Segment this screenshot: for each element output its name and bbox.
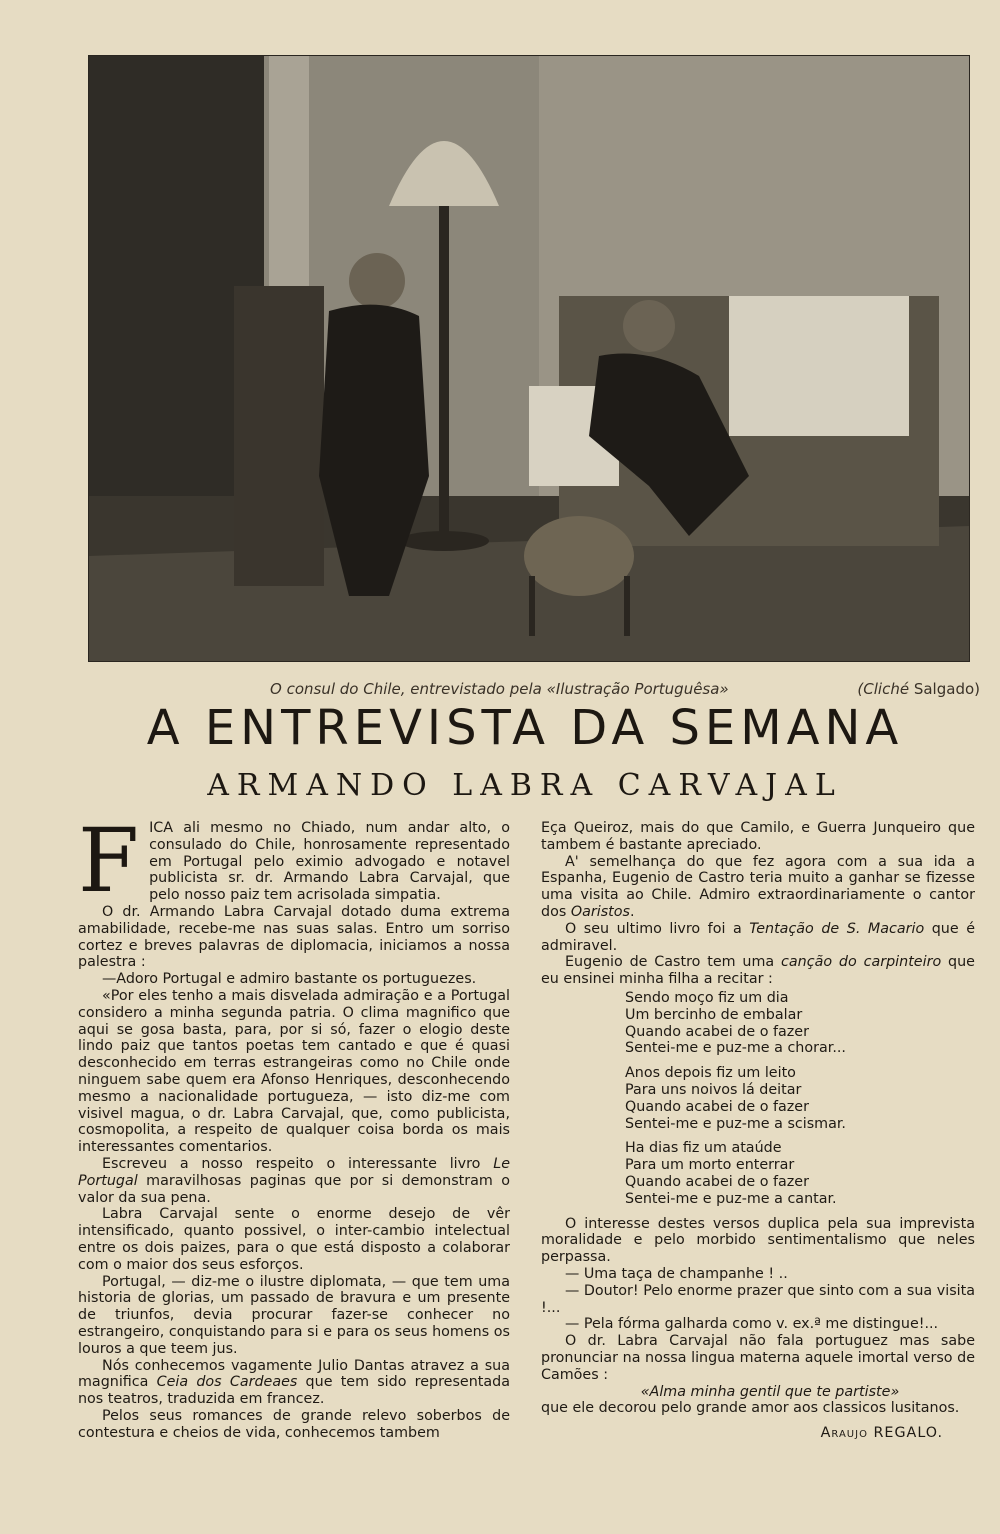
paragraph: O interesse destes versos duplica pela sua imprevista moralidade e pelo morbido sentimentalismo que neles perpassa. (541, 1215, 975, 1266)
poem-line: Quando acabei de o fazer (625, 1023, 809, 1040)
photo-caption (270, 680, 980, 700)
paragraph: O dr. Armando Labra Carvajal dotado duma extrema amabilidade, recebe-me nas suas salas. Entro um sorriso cortez e breves palavras de diplomacia, iniciamos a nossa palestra : (78, 903, 510, 971)
paragraph: Labra Carvajal sente o enorme desejo de vêr intensificado, quanto possivel, o inter-cambio intelectual entre os dois paizes, para o que está disposto a colaborar com o maior dos seus esforços. (78, 1206, 510, 1273)
author-signature: Araujo REGALO. (820, 1425, 943, 1442)
paragraph: Portugal, — diz-me o ilustre diplomata, — que tem uma historia de glorias, um passado de bravura e um presente de triunfos, devia procurar fazer-se conhecer no estrangeiro, conquistando para si e para os seus homens os louros a que teem jus. (78, 1273, 510, 1357)
paragraph: — Uma taça de champanhe ! .. (565, 1265, 788, 1282)
poem-line: Quando acabei de o fazer (625, 1173, 809, 1190)
poem-line: Sentei-me e puz-me a scismar. (625, 1115, 846, 1132)
poem-line: Sendo moço fiz um dia (625, 989, 789, 1006)
poem-line: Para uns noivos lá deitar (625, 1081, 802, 1098)
paragraph: Eugenio de Castro tem uma canção do carpinteiro que eu ensinei minha filha a recitar : (541, 954, 975, 988)
paragraph: Eça Queiroz, mais do que Camilo, e Guerra Junqueiro que tambem é bastante apreciado. (541, 820, 975, 853)
poem-line: Sentei-me e puz-me a cantar. (625, 1190, 837, 1207)
paragraph: «Por eles tenho a mais disvelada admiração e a Portugal considero a minha segunda patria. O clima magnifico que aqui se gosa basta, para, por si só, fazer o elogio deste lindo paiz que tantos poetas tem cantado e que é quasi desconhecido em terras estrangeiras como no Chile onde ninguem sabe quem era Afonso Henriques, desconhecendo mesmo a nacionalidade portugueza, — isto diz-me com visivel magua, o dr. Labra Carvajal, que, como publicista, cosmopolita, a respeito de qualquer coisa borda os mais interessantes comentarios. (78, 987, 510, 1156)
paragraph: Pelos seus romances de grande relevo soberbos de contestura e cheios de vida, conhecemos tambem (78, 1407, 510, 1441)
paragraph: A' semelhança do que fez agora com a sua ida a Espanha, Eugenio de Castro teria muito a ganhar se fizesse uma visita ao Chile. Admiro extraordinariamente o cantor dos Oaristos. (541, 853, 975, 920)
poem-line: Anos depois fiz um leito (625, 1065, 796, 1082)
photograph-icon (89, 56, 969, 661)
poem-line: Quando acabei de o fazer (625, 1098, 809, 1115)
drop-cap: F (78, 809, 140, 912)
paragraph: Nós conhecemos vagamente Julio Dantas atravez a sua magnifica Ceia dos Cardeaes que tem sido representada nos teatros, traduzida em francez. (78, 1357, 510, 1408)
poem (625, 990, 975, 1208)
paragraph: que ele decorou pelo grande amor aos classicos lusitanos. (541, 1400, 960, 1417)
article-headline: A ENTREVISTA DA SEMANA (146, 700, 904, 756)
caption-text: O consul do Chile, entrevistado pela «Ilustração Portuguêsa» (270, 680, 729, 698)
article-column-left (78, 809, 510, 1441)
poem-stanza (625, 990, 975, 1057)
article-column-right (541, 820, 975, 1442)
paragraph: —Adoro Portugal e admiro bastante os portuguezes. (102, 971, 477, 988)
paragraph: Escreveu a nosso respeito o interessante livro Le Portugal maravilhosas paginas que por si demonstram o valor da sua pena. (78, 1155, 510, 1206)
article-subhead: ARMANDO LABRA CARVAJAL (207, 768, 843, 803)
paragraph: — Doutor! Pelo enorme prazer que sinto com a sua visita !... (541, 1282, 975, 1316)
paragraph: O dr. Labra Carvajal não fala portuguez mas sabe pronunciar na nossa lingua materna aquele imortal verso de Camões : (541, 1333, 975, 1383)
paragraph: ICA ali mesmo no Chiado, num andar alto, o consulado do Chile, honrosamente representado em Portugal pelo eximio advogado e notavel publicista sr. dr. Armando Labra Carvajal, que pelo nosso paiz tem acrisolada simpatia. (149, 820, 510, 904)
paragraph: O seu ultimo livro foi a Tentação de S. Macario que é admiravel. (541, 920, 975, 954)
poem-line: Sentei-me e puz-me a chorar... (625, 1040, 846, 1057)
poem-line: Para um morto enterrar (625, 1157, 795, 1174)
paragraph: — Pela fórma galharda como v. ex.ª me distingue!... (565, 1316, 939, 1333)
camoes-quote: «Alma minha gentil que te partiste» (640, 1383, 900, 1400)
poem-line: Um bercinho de embalar (625, 1006, 803, 1023)
poem-line: Ha dias fiz um ataúde (625, 1140, 782, 1157)
poem-stanza (625, 1140, 975, 1207)
photo-credit: (Cliché Salgado) (857, 680, 980, 698)
interview-photograph (88, 55, 970, 662)
poem-stanza (625, 1065, 975, 1132)
